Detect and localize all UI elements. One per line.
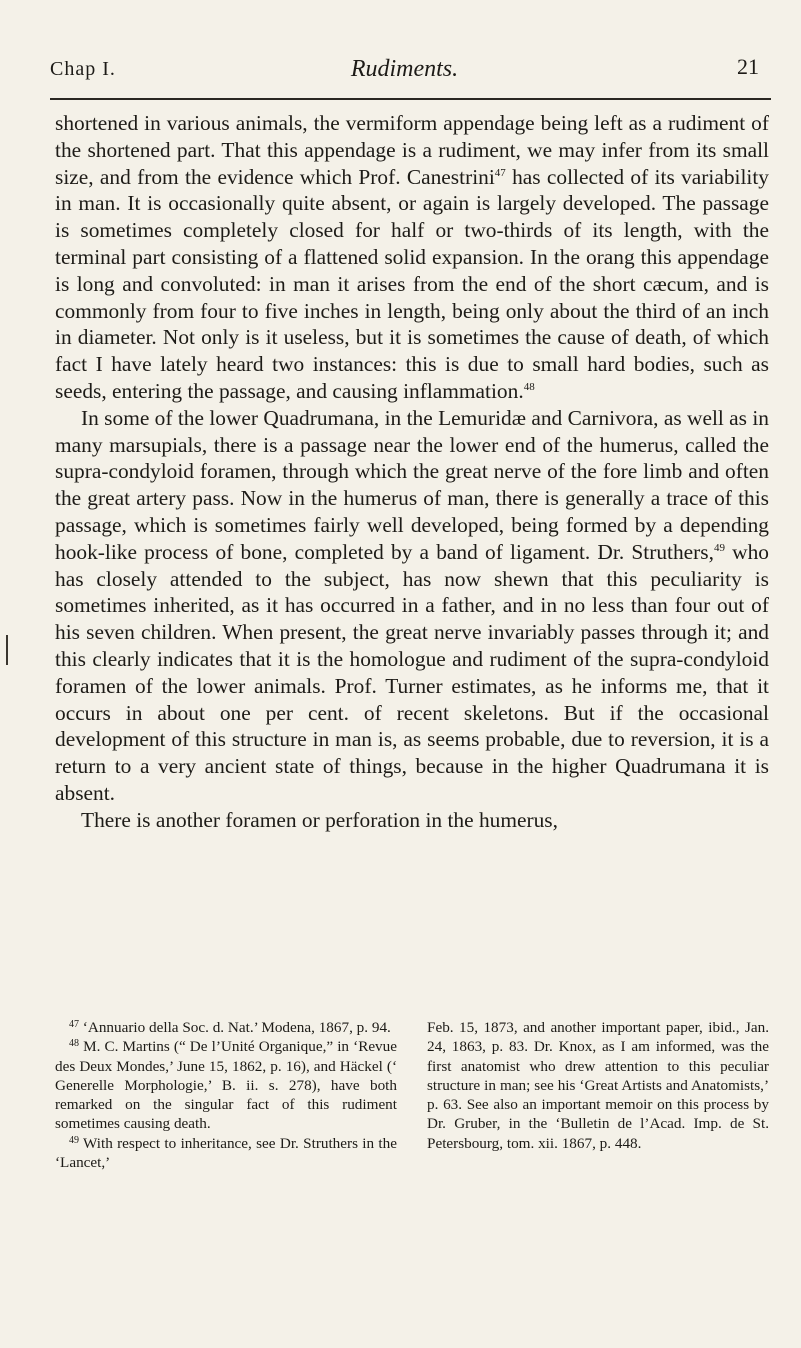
running-title: Rudiments. xyxy=(350,56,459,82)
footnote-ref-48[interactable]: 48 xyxy=(523,380,535,393)
footnote-number: 48 xyxy=(69,1038,79,1050)
footnote-ref-47[interactable]: 47 xyxy=(494,166,506,179)
paragraph-vermiform xyxy=(55,110,769,405)
footnote-number: 47 xyxy=(69,1019,79,1030)
footnote-49-continued: Feb. 15, 1873, and another important paper, ibid., Jan. 24, 1863, p. 83. Dr. Knox, as I am informed, was the first anatomist who drew attention to this peculiar structure in man; see his ‘Great Artists and Anatomists,’ p. 63. See also an important memoir on this process by Dr. Gruber, in the ‘Bulletin de l’Acad. Imp. de St. Petersbourg, tom. xii. 1867, p. 448. xyxy=(427,1019,769,1152)
footnote-number: 49 xyxy=(69,1134,79,1146)
page-edge-mark xyxy=(6,635,8,665)
paragraph-text: In some of the lower Quadrumana, in the Lemuridæ and Carnivora, as well as in many marsupials, there is a passage near the lower end of the humerus, called the supra-condyloid foramen, through which the great nerve of the fore limb and often the great artery pass. Now in the humerus of man, there is generally a trace of this passage, which is sometimes fairly well developed, being formed by a depending hook-like process of bone, completed by a band of ligament. Dr. Struthers, xyxy=(55,405,769,564)
running-header xyxy=(50,54,759,98)
footnote-49 xyxy=(55,1134,397,1173)
footnote-47 xyxy=(55,1018,397,1037)
chapter-label: Chap I. xyxy=(50,58,116,80)
paragraph-perforation: There is another foramen or perforation in the humerus, xyxy=(81,807,558,832)
paragraph-text: shortened in various animals, the vermiform appendage being left as a rudiment of the shortened part. That this appendage is a rudiment, we may infer from its small size, and from the evidence which Prof. Canestrini xyxy=(55,111,769,189)
footnotes xyxy=(55,1018,769,1172)
header-rule xyxy=(50,98,771,100)
paragraph-text: has collected of its variability in man. It is occasionally quite absent, or again is largely developed. The passage is sometimes completely closed for half or two-thirds of its length, with the terminal part consisting of a flattened solid expansion. In the orang this appendage is long and convoluted: in man it arises from the end of the short cæcum, and is commonly from four to five inches in length, being only about the third of an inch in diameter. Not only is it useless, but it is sometimes the cause of death, of which fact I have lately heard two instances: this is due to small hard bodies, such as seeds, entering the passage, and causing inflammation. xyxy=(55,164,769,403)
footnote-48 xyxy=(55,1037,397,1133)
footnote-text: ‘Annuario della Soc. d. Nat.’ Modena, 1867, p. 94. xyxy=(79,1019,391,1036)
main-text xyxy=(55,110,769,834)
page-number: 21 xyxy=(737,54,759,79)
paragraph-text: who has closely attended to the subject, has now shewn that this peculiarity is sometimes inherited, as it has occurred in a father, and in no less than four out of his seven children. When present, the great nerve invariably passes through it; and this clearly indicates that it is the homologue and rudiment of the supra-condyloid foramen of the lower animals. Prof. Turner estimates, as he informs me, that it occurs in about one per cent. of recent skeletons. But if the occasional development of this structure in man is, as seems probable, due to reversion, it is a return to a very ancient state of things, because in the higher Quadrumana it is absent. xyxy=(55,539,769,805)
footnote-text: With respect to inheritance, see Dr. Struthers in the ‘Lancet,’ xyxy=(55,1134,397,1172)
footnote-ref-49[interactable]: 49 xyxy=(713,541,725,554)
paragraph-foramen xyxy=(55,405,769,807)
footnote-text: M. C. Martins (“ De l’Unité Organique,” in ‘Revue des Deux Mondes,’ June 15, 1862, p. 16), and Häckel (‘ Generelle Morphologie,’ B. ii. s. 278), have both remarked on the singular fact of this rudiment sometimes causing death. xyxy=(55,1038,397,1133)
